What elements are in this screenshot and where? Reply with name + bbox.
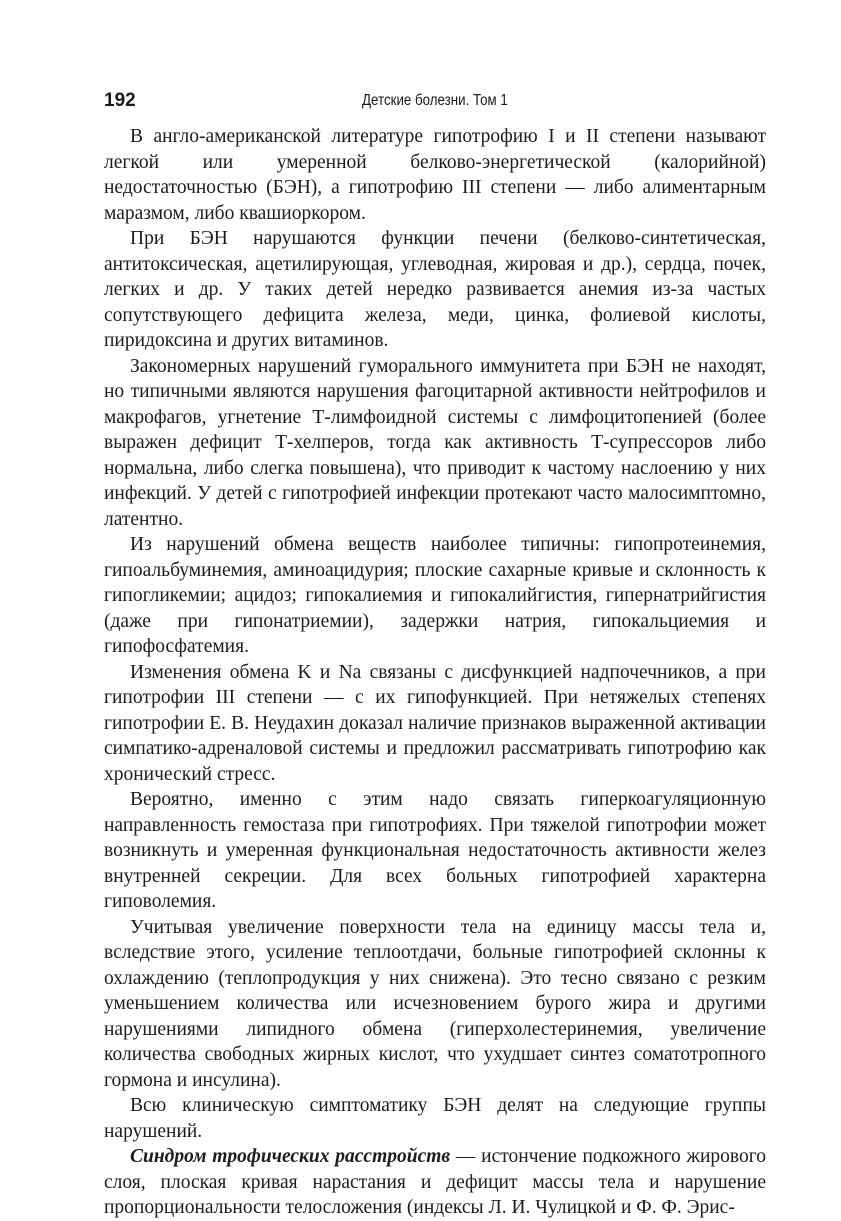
section-term: Синдром трофических расстройств bbox=[130, 1146, 451, 1167]
running-header bbox=[104, 86, 766, 116]
paragraph: Изменения обмена K и Na связаны с дисфункцией надпочечников, а при гипотрофии III степени — с их гипофункцией. При нетяжелых степенях гипотрофии Е. В. Неудахин доказал наличие признаков выраженной активации симпатико-адреналовой системы и предложил рассматривать гипотрофию как хронический стресс. bbox=[104, 661, 766, 785]
paragraph: При БЭН нарушаются функции печени (белково-синтетическая, антитоксическая, ацетилирующая, углеводная, жировая и др.), сердца, почек, легких и др. У таких детей нередко развивается анемия из-за частых сопутствующего дефицита железа, меди, цинка, фолиевой кислоты, пиридоксина и других витаминов. bbox=[104, 228, 766, 351]
paragraph: В англо-американской литературе гипотрофию I и II степени называют легкой или умеренной белково-энергетической (калорийной) недостаточностью (БЭН), а гипотрофию III степени — либо алиментарным маразмом, либо квашиоркором. bbox=[104, 126, 766, 224]
page-body bbox=[104, 124, 766, 1221]
paragraph: Всю клиническую симптоматику БЭН делят на следующие группы нарушений. bbox=[104, 1095, 766, 1142]
paragraph: Учитывая увеличение поверхности тела на единицу массы тела и, вследствие этого, усиление теплоотдачи, больные гипотрофией склонны к охлаждению (теплопродукция у них снижена). Это тесно связано с резким уменьшением количества или исчезновением бурого жира и другими нарушениями липидного обмена (гиперхолестеринемия, увеличение количества свободных жирных кислот, что ухудшает синтез соматотропного гормона и инсулина). bbox=[104, 916, 766, 1091]
paragraph-with-term bbox=[104, 1144, 766, 1221]
paragraph-text: — истончение подкожного жирового слоя, плоская кривая нарастания и дефицит массы тела и нарушение пропорциональности телосложения (индексы Л. И. Чулицкой и Ф. Ф. Эрис- bbox=[104, 1146, 766, 1218]
paragraph: Из нарушений обмена веществ наиболее типичны: гипопротеинемия, гипоальбуминемия, аминоацидурия; плоские сахарные кривые и склонность к гипогликемии; ацидоз; гипокалиемия и гипокалийгистия, гипернатрийгистия (даже при гипонатриемии), задержки натрия, гипокальциемия и гипофосфатемия. bbox=[104, 534, 766, 657]
book-title: Детские болезни. Том 1 bbox=[362, 92, 508, 109]
page-number: 192 bbox=[104, 90, 136, 111]
paragraph: Вероятно, именно с этим надо связать гиперкоагуляционную направленность гемостаза при гипотрофиях. При тяжелой гипотрофии может возникнуть и умеренная функциональная недостаточность активности желез внутренней секреции. Для всех больных гипотрофией характерна гиповолемия. bbox=[104, 789, 766, 912]
paragraph: Закономерных нарушений гуморального иммунитета при БЭН не находят, но типичными являются нарушения фагоцитарной активности нейтрофилов и макрофагов, угнетение Т-лимфоидной системы с лимфоцитопенией (более выражен дефицит Т-хелперов, тогда как активность Т-супрессоров либо нормальна, либо слегка повышена), что приводит к частому наслоению у них инфекций. У детей с гипотрофией инфекции протекают часто малосимптомно, латентно. bbox=[104, 355, 766, 530]
